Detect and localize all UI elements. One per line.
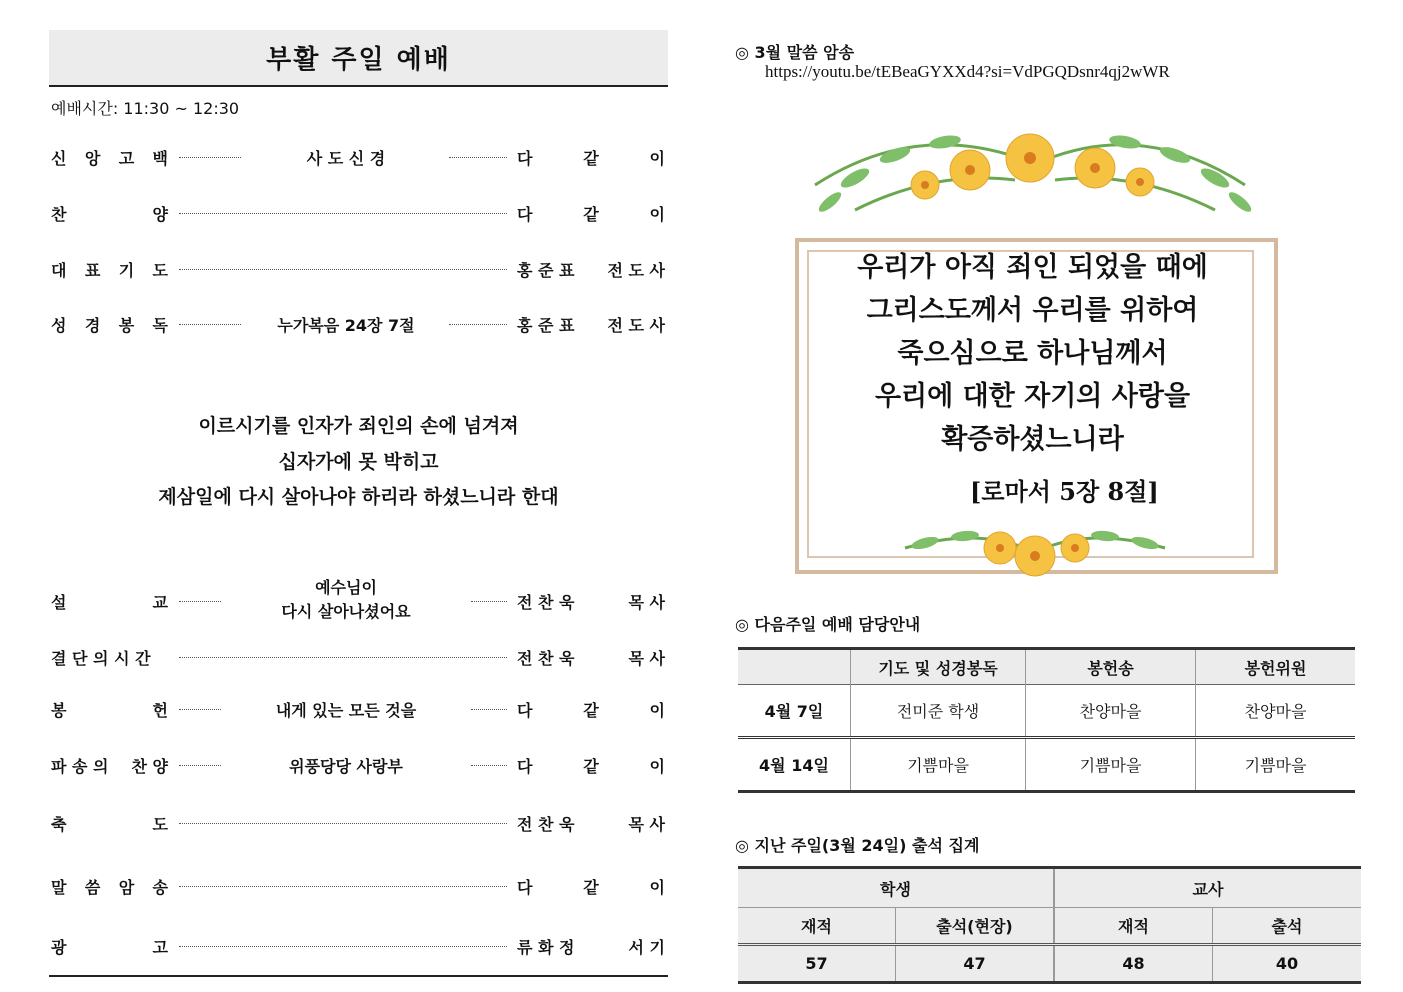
order-item-leader-part: 이 [649, 757, 665, 776]
order-item-label-part: 씀 [84, 878, 101, 897]
order-item-label-part: 광 [51, 938, 67, 957]
next-week-table [738, 647, 1355, 793]
order-item-label-part: 봉 [118, 316, 135, 335]
order-item-leader [517, 698, 665, 721]
table-header: 재적 [1054, 908, 1213, 945]
table-cell: 찬양마을 [1196, 685, 1356, 738]
memory-verse-link[interactable]: https://youtu.be/tEBeaGYXXd4?si=VdPGQDsnr4qj2wWR [765, 62, 1170, 81]
order-item-leader-part: 같 [583, 701, 599, 720]
scripture-line: 이르시기를 인자가 죄인의 손에 넘겨져 [198, 415, 519, 437]
order-item-leader [517, 646, 665, 669]
order-item-leader-part: 다 [517, 757, 533, 776]
bottom-rule [49, 975, 668, 977]
order-item-leader-part: 이 [649, 701, 665, 720]
table-cell: 47 [896, 945, 1055, 983]
order-item-leader-part: 이 [649, 149, 665, 168]
order-item [51, 875, 665, 905]
table-header: 봉헌위원 [1196, 649, 1356, 685]
table-row [738, 685, 1355, 738]
table-row [738, 945, 1361, 983]
order-item-leader [517, 935, 665, 958]
order-item-label [51, 646, 168, 669]
order-item-leader-part: 전 찬 욱 [517, 815, 575, 834]
order-item-leader-part: 서 기 [628, 938, 665, 957]
scripture-line: 제삼일에 다시 살아나야 하리라 하셨느니라 한대 [158, 486, 559, 508]
leader-dots [179, 324, 241, 325]
order-item-label-part: 양 [152, 205, 168, 224]
order-item-title-line: 다시 살아나셨어요 [281, 602, 411, 621]
order-item [51, 202, 665, 232]
order-item-leader [517, 875, 665, 898]
order-item-leader [517, 202, 665, 225]
order-item-label-part: 축 [51, 815, 67, 834]
order-item-label [51, 258, 168, 281]
order-item-leader-part: 전 도 사 [607, 316, 665, 335]
order-item-label-part: 고 [152, 938, 168, 957]
table-cell: 전미준 학생 [851, 685, 1026, 738]
table-header: 학생 [738, 868, 1054, 908]
order-item-leader-part: 홍 준 표 [517, 261, 575, 280]
table-cell: 기쁨마을 [1026, 738, 1196, 792]
order-item-label-part: 결 단 의 시 간 [51, 649, 151, 668]
order-item-label [51, 935, 168, 958]
table-cell: 찬양마을 [1026, 685, 1196, 738]
order-item-title: 내게 있는 모든 것을 [275, 701, 417, 720]
order-item-title: 위풍당당 사랑부 [289, 757, 403, 776]
order-item-leader-part: 다 [517, 878, 533, 897]
table-cell: 기쁨마을 [1196, 738, 1356, 792]
order-item-leader-part: 목 사 [628, 649, 665, 668]
order-item-label-part: 찬 양 [131, 757, 168, 776]
leader-dots [179, 213, 507, 214]
verse-line: 우리가 아직 죄인 되었을 때에 [857, 252, 1208, 283]
order-item [51, 935, 665, 965]
attendance-heading: ◎ 지난 주일(3월 24일) 출석 집계 [735, 836, 980, 855]
table-header: 기도 및 성경봉독 [851, 649, 1026, 685]
order-item-label-part: 기 [118, 261, 135, 280]
order-item-label-part: 봉 [51, 701, 67, 720]
order-item-label-part: 표 [84, 261, 101, 280]
order-item-label [51, 875, 168, 898]
order-item-leader-part: 전 도 사 [607, 261, 665, 280]
table-header [738, 649, 851, 685]
order-item [51, 146, 665, 176]
leader-dots [179, 601, 221, 602]
attendance-table [738, 866, 1361, 984]
order-item-leader [517, 146, 665, 169]
table-header: 재적 [738, 908, 896, 945]
order-item-leader [517, 258, 665, 281]
order-item-leader-part: 목 사 [628, 815, 665, 834]
order-item-label-part: 독 [152, 316, 168, 335]
order-item [51, 698, 665, 728]
order-item-label [51, 146, 168, 169]
order-item-leader [517, 590, 665, 613]
table-header: 교사 [1054, 868, 1361, 908]
order-item-label-part: 백 [152, 149, 168, 168]
verse-line: 그리스도께서 우리를 위하여 [866, 295, 1199, 326]
order-item-label [51, 754, 168, 777]
order-item-label-part: 파 송 의 [51, 757, 109, 776]
flower-wreath-bottom [795, 508, 1270, 588]
leader-dots [471, 765, 507, 766]
table-cell: 57 [738, 945, 896, 983]
leader-dots [449, 324, 507, 325]
order-item-leader-part: 같 [583, 205, 599, 224]
verse-reference: [로마서 5장 8절] [970, 477, 1159, 506]
order-item-leader-part: 전 찬 욱 [517, 649, 575, 668]
order-item-leader-part: 다 [517, 205, 533, 224]
order-item-label-part: 신 [51, 149, 67, 168]
order-item-label-part: 교 [152, 593, 168, 612]
table-subheader-row [738, 908, 1361, 945]
verse-line: 우리에 대한 자기의 사랑을 [874, 381, 1191, 412]
table-header-row [738, 649, 1355, 685]
table-header-row [738, 868, 1361, 908]
table-row [738, 738, 1355, 792]
order-item-label-part: 대 [51, 261, 67, 280]
order-item-label-part: 고 [118, 149, 135, 168]
leader-dots [471, 601, 507, 602]
order-item-label [51, 812, 168, 835]
order-item-title: 사 도 신 경 [306, 149, 386, 168]
order-item-leader-part: 홍 준 표 [517, 316, 575, 335]
service-time: 예배시간: 11:30 ~ 12:30 [51, 99, 240, 118]
order-item-title [246, 576, 446, 624]
order-item [51, 578, 665, 621]
order-item-label [51, 590, 168, 613]
order-item [51, 258, 665, 288]
verse-card [795, 90, 1270, 590]
leader-dots [179, 269, 507, 270]
order-item-leader-part: 이 [649, 878, 665, 897]
order-item [51, 313, 665, 343]
order-item-leader-part: 류 화 정 [517, 938, 575, 957]
memory-verse-heading: ◎ 3월 말씀 암송 [735, 43, 855, 62]
table-cell: 기쁨마을 [851, 738, 1026, 792]
order-item-label-part: 암 [118, 878, 135, 897]
order-item-leader-part: 같 [583, 878, 599, 897]
order-item-leader-part: 전 찬 욱 [517, 593, 575, 612]
table-cell: 48 [1054, 945, 1213, 983]
page-title: 부활 주일 예배 [49, 30, 668, 87]
order-item-label-part: 앙 [84, 149, 101, 168]
table-cell: 4월 7일 [738, 685, 851, 738]
leader-dots [179, 157, 241, 158]
order-item-label-part: 경 [84, 316, 101, 335]
order-item-leader-part: 다 [517, 701, 533, 720]
order-item-label-part: 도 [152, 815, 168, 834]
leader-dots [471, 709, 507, 710]
order-item-leader [517, 313, 665, 336]
leader-dots [179, 709, 221, 710]
table-cell: 40 [1213, 945, 1362, 983]
order-item [51, 754, 665, 784]
order-item-leader-part: 목 사 [628, 593, 665, 612]
memory-verse-text [795, 238, 1270, 461]
table-header: 봉헌송 [1026, 649, 1196, 685]
order-item-leader-part: 다 [517, 149, 533, 168]
order-item-leader-part: 같 [583, 757, 599, 776]
leader-dots [179, 657, 507, 658]
order-item-label-part: 설 [51, 593, 67, 612]
order-item-label-part: 찬 [51, 205, 67, 224]
scripture-line: 십자가에 못 박히고 [278, 451, 439, 473]
leader-dots [179, 946, 507, 947]
leader-dots [179, 765, 221, 766]
leader-dots [179, 886, 507, 887]
order-item-label-part: 헌 [152, 701, 168, 720]
flower-wreath-top [795, 90, 1270, 260]
table-header: 출석(현장) [896, 908, 1055, 945]
table-cell: 4월 14일 [738, 738, 851, 792]
order-item-leader-part: 같 [583, 149, 599, 168]
order-item [51, 646, 665, 676]
order-item-label-part: 송 [152, 878, 168, 897]
leader-dots [449, 157, 507, 158]
order-item-label-part: 도 [152, 261, 168, 280]
order-item-label [51, 313, 168, 336]
verse-line: 죽으심으로 하나님께서 [897, 338, 1168, 369]
order-item-title: 누가복음 24장 7절 [277, 316, 415, 335]
order-item [51, 812, 665, 842]
order-item-label [51, 202, 168, 225]
verse-line: 확증하셨느니라 [941, 424, 1124, 455]
table-header: 출석 [1213, 908, 1362, 945]
order-item-leader-part: 이 [649, 205, 665, 224]
order-item-leader [517, 754, 665, 777]
next-week-heading: ◎ 다음주일 예배 담당안내 [735, 615, 921, 634]
order-item-title-line: 예수님이 [315, 578, 377, 597]
order-item-leader [517, 812, 665, 835]
order-item-label [51, 698, 168, 721]
order-item-label-part: 말 [51, 878, 67, 897]
leader-dots [179, 823, 507, 824]
order-item-label-part: 성 [51, 316, 67, 335]
